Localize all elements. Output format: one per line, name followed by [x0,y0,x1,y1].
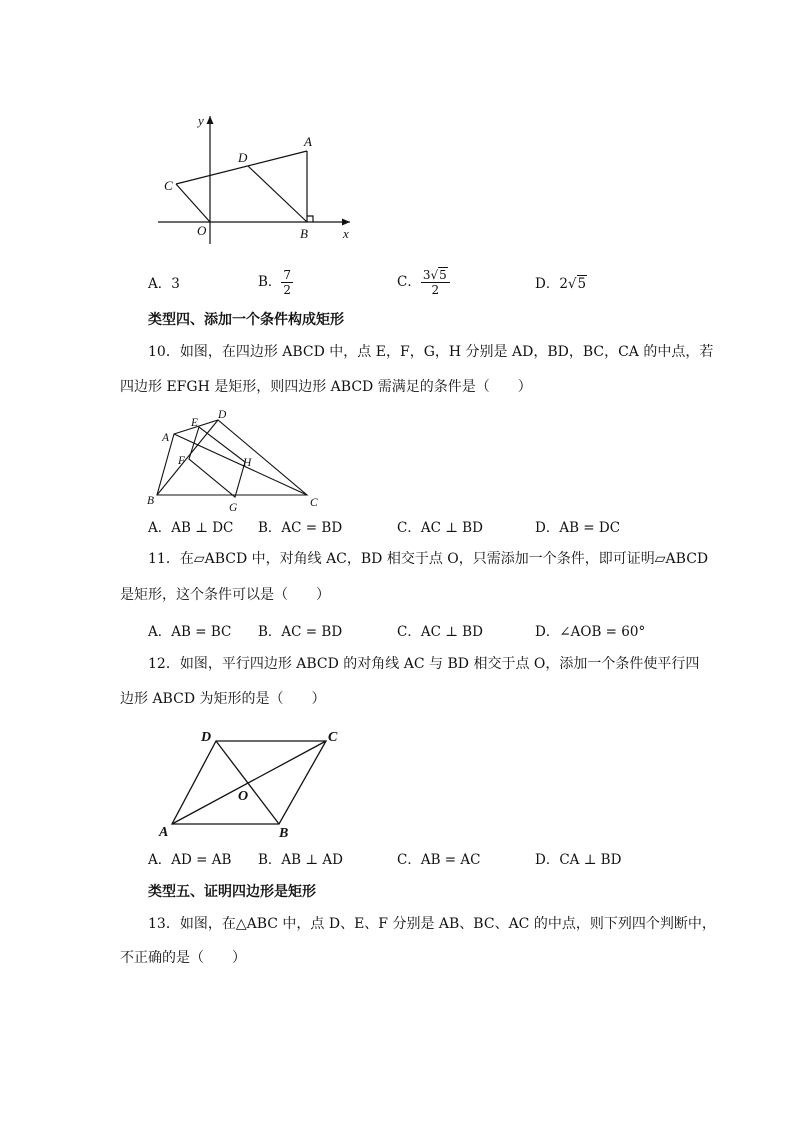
point-b-label: B [300,226,308,241]
q9-option-d-prefix: D． [535,276,560,292]
q9-option-d: D．2√5 [535,276,587,292]
q10-option-a: A．AB ⊥ DC [148,520,234,536]
q10-option-c: C．AC ⊥ BD [397,520,483,536]
q10-text-line1: 10．如图，在四边形 ABCD 中，点 E，F，G，H 分别是 AD，BD，BC，CA 的中点，若 [148,344,714,360]
fig10-point-a: A [162,432,170,444]
q9-option-d-radicand: 5 [577,276,587,292]
fig12-point-b: B [279,826,289,840]
q12-option-a: A．AD = AB [148,852,232,868]
q10-option-b: B．AC = BD [258,520,343,536]
q9-option-b-prefix: B． [258,274,282,290]
origin-label: O [197,223,207,238]
q9-option-c-fraction [421,268,450,297]
fig10-point-g: G [229,502,238,514]
q10-option-d: D．AB = DC [535,520,621,536]
q13-text-line2: 不正确的是（ ） [120,950,246,966]
q10-text-line2: 四边形 EFGH 是矩形，则四边形 ABCD 需满足的条件是（ ） [120,379,532,395]
q9-option-c-radicand: 5 [439,268,447,282]
q9-option-b-numerator: 7 [283,268,292,282]
q9-option-c [397,268,450,297]
q11-text-line1: 11．在▱ABCD 中，对角线 AC，BD 相交于点 O，只需添加一个条件，即可证明▱ABCD [148,551,709,567]
q9-option-a: A．3 [148,276,180,292]
section-heading-type4: 类型四、添加一个条件构成矩形 [148,312,344,328]
quadrilateral-efgh-figure [140,402,330,514]
q11-option-b: B．AC = BD [258,624,343,640]
fig12-point-c: C [328,730,338,745]
q12-option-b: B．AB ⊥ AD [258,852,343,868]
q9-option-c-coef: 3 [422,268,431,282]
point-a-label: A [304,134,312,149]
q9-option-c-prefix: C． [397,274,421,290]
q12-option-d: D．CA ⊥ BD [535,852,622,868]
q9-option-d-coef: 2 [559,276,568,292]
q11-option-c: C．AC ⊥ BD [397,624,483,640]
q9-option-b-fraction [281,268,293,297]
fig10-point-h: H [243,457,252,469]
coordinate-figure [150,108,365,248]
y-axis-label: y [198,113,204,128]
q11-option-a: A．AB = BC [148,624,232,640]
q11-text-line2: 是矩形，这个条件可以是（ ） [120,587,330,603]
fig10-point-d: D [218,409,227,421]
q12-text-line2: 边形 ABCD 为矩形的是（ ） [120,691,326,707]
fig12-point-a: A [159,825,169,840]
q13-text-line1: 13．如图，在△ABC 中，点 D、E、F 分别是 AB、BC、AC 的中点，则下列四个判断中， [148,916,716,932]
fig12-point-o: O [238,789,249,804]
fig10-point-f: F [178,455,186,467]
q9-option-b [258,268,293,297]
point-d-label: D [238,150,248,165]
q9-option-c-denominator: 2 [431,283,440,297]
q9-option-b-denominator: 2 [283,283,292,297]
fig10-point-c: C [310,497,318,509]
fig10-point-b: B [147,495,155,507]
q11-option-d: D．∠AOB = 60° [535,624,646,640]
x-axis-label: x [343,226,349,241]
point-c-label: C [164,178,173,193]
parallelogram-figure [150,722,350,840]
q12-text-line1: 12．如图，平行四边形 ABCD 的对角线 AC 与 BD 相交于点 O，添加一个条件使平行四 [148,656,700,672]
fig10-point-e: E [191,417,199,429]
q12-option-c: C．AB = AC [397,852,481,868]
fig12-point-d: D [201,730,212,745]
q9-option-c-numerator: 3√5 [421,268,450,283]
section-heading-type5: 类型五、证明四边形是矩形 [148,884,316,900]
